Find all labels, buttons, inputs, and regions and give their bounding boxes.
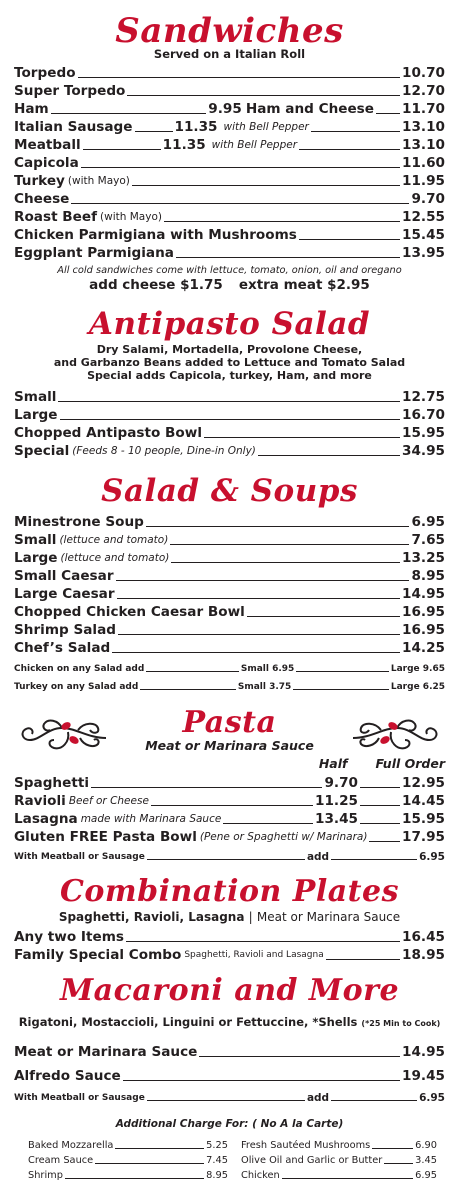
menu-item: Chopped Chicken Caesar Bowl 16.95 — [14, 604, 445, 620]
additional-left-column — [28, 1137, 228, 1182]
antipasto-desc-3: Special adds Capicola, turkey, Ham, and more — [87, 369, 372, 382]
menu-item: Capicola 11.60 — [14, 155, 445, 171]
menu-item: Large 16.70 — [14, 407, 445, 423]
antipasto-desc-1: Dry Salami, Mortadella, Provolone Cheese, — [96, 343, 363, 356]
menu-item: Cheese 9.70 — [14, 191, 445, 207]
menu-item: Chicken Parmigiana with Mushrooms 15.45 — [14, 227, 445, 243]
menu-item: Family Special Combo Spaghetti, Ravioli and Lasagna 18.95 — [14, 947, 445, 963]
macaroni-title: Macaroni and More — [59, 973, 400, 1008]
section-antipasto — [14, 306, 445, 460]
sandwiches-addons: add cheese $1.75 extra meat $2.95 — [89, 277, 370, 293]
combo-subtitle: Spaghetti, Ravioli, Lasagna | Meat or Marinara Sauce — [58, 910, 401, 924]
menu-item: Alfredo Sauce 19.45 — [14, 1068, 445, 1084]
swirl-ornament-left-icon — [18, 716, 110, 754]
additional-title: Additional Charge For: ( No A la Carte) — [115, 1118, 344, 1130]
menu-item: Super Torpedo 12.70 — [14, 83, 445, 99]
section-macaroni — [14, 973, 445, 1104]
section-pasta — [14, 705, 445, 863]
macaroni-subtitle: Rigatoni, Mostaccioli, Linguini or Fettuccine, *Shells (*25 Min to Cook) — [18, 1015, 441, 1029]
menu-item: Special (Feeds 8 - 10 people, Dine-in Only) 34.95 — [14, 443, 445, 459]
menu-item: Roast Beef (with Mayo) 12.55 — [14, 209, 445, 225]
menu-item: Eggplant Parmigiana 13.95 — [14, 245, 445, 261]
menu-item: Chopped Antipasto Bowl 15.95 — [14, 425, 445, 441]
menu-item: Meatball 11.35 with Bell Pepper 13.10 — [14, 137, 445, 153]
sandwiches-title: Sandwiches — [115, 11, 344, 51]
pasta-column-headers: Half Full Order — [318, 756, 445, 771]
menu-item: Torpedo 10.70 — [14, 65, 445, 81]
menu-item: Small 12.75 — [14, 389, 445, 405]
list-item: Chicken 6.95 — [241, 1170, 437, 1181]
antipasto-desc-2: and Garbanzo Beans added to Lettuce and Tomato Salad — [53, 356, 406, 369]
pasta-title: Pasta — [182, 705, 277, 740]
section-sandwiches — [14, 0, 445, 293]
menu-item: Ham 9.95 Ham and Cheese 11.70 — [14, 101, 445, 117]
section-salads — [14, 473, 446, 693]
menu-item: Large (lettuce and tomato) 13.25 — [14, 550, 445, 566]
list-item: Olive Oil and Garlic or Butter 3.45 — [241, 1155, 437, 1166]
list-item: Cream Sauce 7.45 — [28, 1155, 228, 1166]
sandwiches-subtitle: Served on a Italian Roll — [153, 47, 306, 61]
menu-item: Lasagna made with Marinara Sauce 13.45 15.95 — [14, 811, 445, 827]
sandwiches-footnote: All cold sandwiches come with lettuce, tomato, onion, oil and oregano — [57, 265, 402, 276]
menu-item: Small (lettuce and tomato) 7.65 — [14, 532, 445, 548]
menu-item: Turkey (with Mayo) 11.95 — [14, 173, 445, 189]
list-item: Fresh Sautéed Mushrooms 6.90 — [241, 1140, 437, 1151]
menu-item: Ravioli Beef or Cheese 11.25 14.45 — [14, 793, 445, 809]
salads-title: Salad & Soups — [101, 473, 358, 509]
list-item: Baked Mozzarella 5.25 — [28, 1140, 228, 1151]
addon-row: Chicken on any Salad add Small 6.95 Large 9.65 — [14, 664, 445, 674]
menu-item: Meat or Marinara Sauce 14.95 — [14, 1044, 445, 1060]
pasta-subtitle: Meat or Marinara Sauce — [145, 738, 314, 753]
list-item: Shrimp 8.95 — [28, 1170, 228, 1181]
menu-item: Chef’s Salad 14.25 — [14, 640, 445, 656]
menu-item: Shrimp Salad 16.95 — [14, 622, 445, 638]
menu-item: Gluten FREE Pasta Bowl (Pene or Spaghetti w/ Marinara) 17.95 — [14, 829, 445, 845]
menu-item: Large Caesar 14.95 — [14, 586, 445, 602]
menu-item: Spaghetti 9.70 12.95 — [14, 775, 445, 791]
antipasto-title: Antipasto Salad — [88, 306, 371, 342]
menu-item: Minestrone Soup 6.95 — [14, 514, 445, 530]
swirl-ornament-right-icon — [349, 716, 441, 754]
section-additional — [14, 1118, 445, 1182]
addon-row: With Meatball or Sausage add 6.95 — [14, 1092, 445, 1104]
section-combo — [14, 874, 445, 964]
menu-item: Italian Sausage 11.35 with Bell Pepper 13.10 — [14, 119, 445, 135]
menu-item: Any two Items 16.45 — [14, 929, 445, 945]
combo-title: Combination Plates — [60, 874, 399, 909]
additional-right-column — [241, 1137, 437, 1182]
addon-row: With Meatball or Sausage add 6.95 — [14, 851, 445, 863]
addon-row: Turkey on any Salad add Small 3.75 Large 6.25 — [14, 682, 446, 692]
menu-item: Small Caesar 8.95 — [14, 568, 445, 584]
